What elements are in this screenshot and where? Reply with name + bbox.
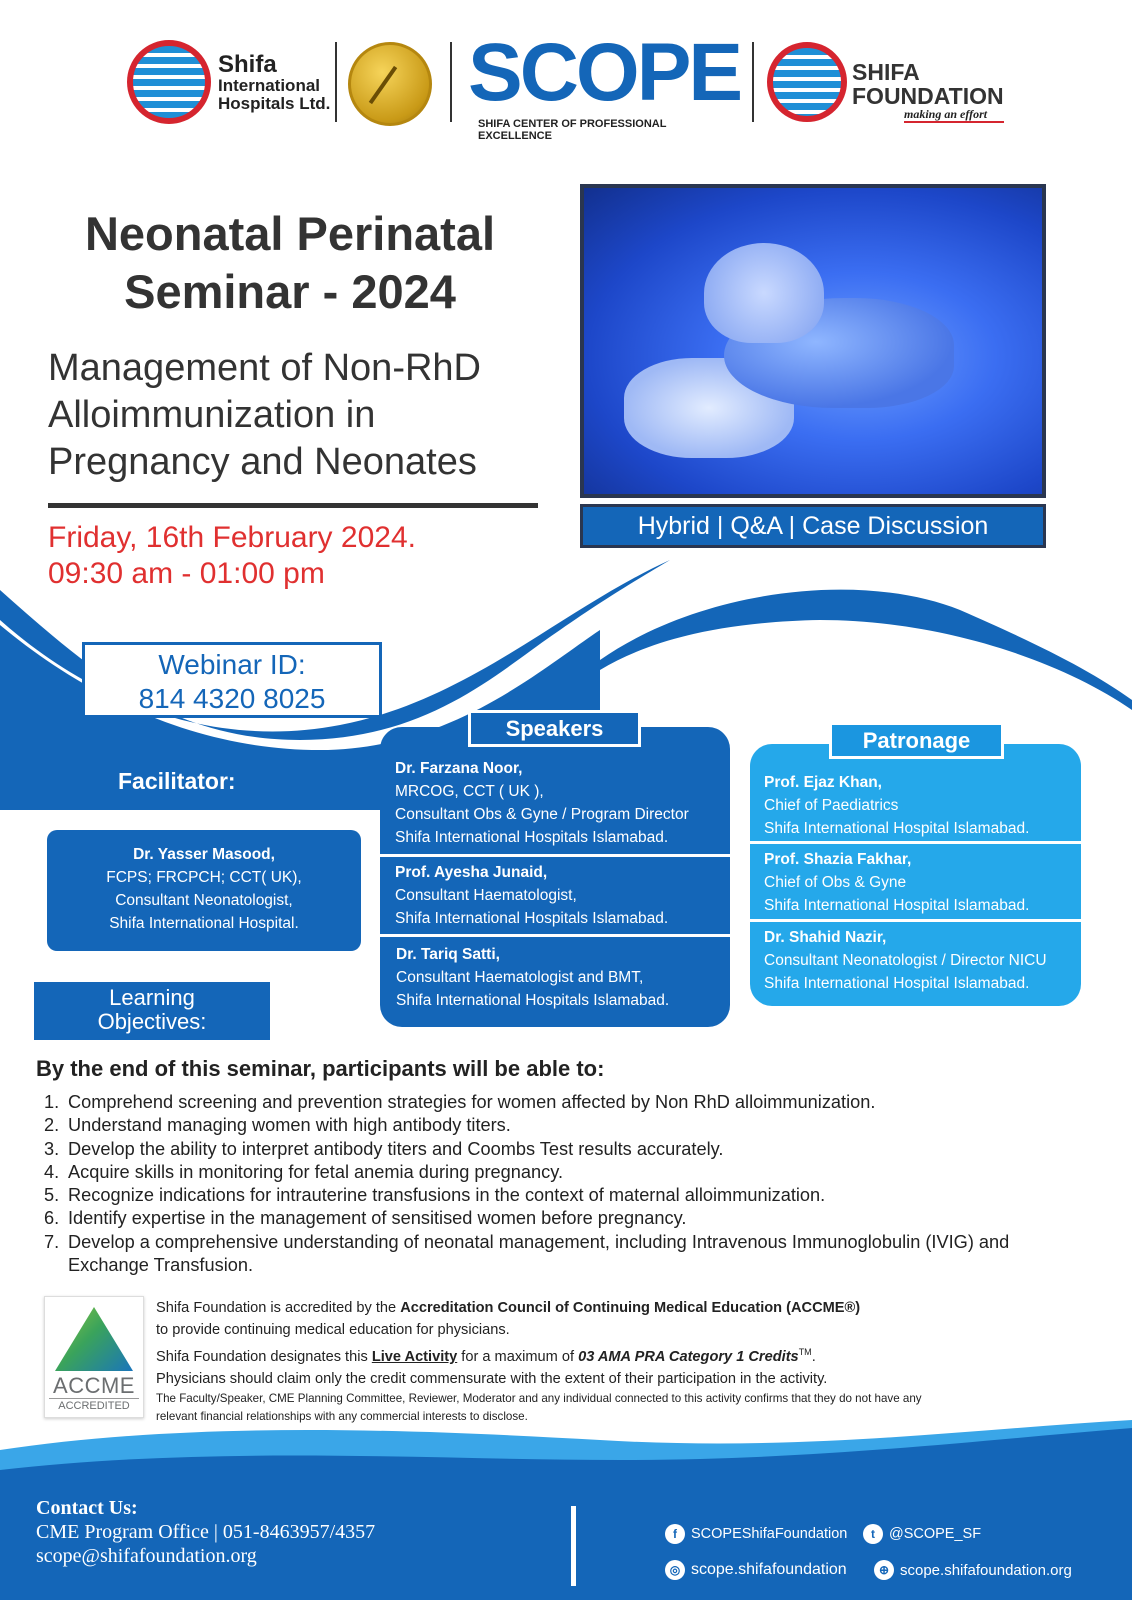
logo-separator — [335, 42, 337, 122]
speaker-entry — [380, 943, 730, 1012]
accreditation-statement — [156, 1297, 1096, 1426]
objective-number: 2. — [44, 1115, 60, 1136]
speaker-name: Dr. Farzana Noor, — [395, 760, 523, 777]
webinar-label: Webinar ID: — [158, 649, 306, 680]
speaker-divider — [380, 854, 730, 857]
facebook-handle: SCOPEShifaFoundation — [691, 1526, 848, 1542]
objective-text: Develop the ability to interpret antibody titers and Coombs Test results accurately. — [68, 1138, 724, 1159]
accreditation-line: Physicians should claim only the credit commensurate with the extent of their participation in the activity. — [156, 1370, 828, 1387]
instagram-handle: scope.shifafoundation — [691, 1561, 847, 1578]
patron-name: Prof. Ejaz Khan, — [764, 774, 882, 791]
scope-logo-word: SCOPE — [468, 27, 741, 118]
accme-logo-word: ACCME — [53, 1373, 135, 1398]
shifa-logo-line2: International — [218, 76, 321, 96]
footer-separator — [571, 1506, 576, 1586]
seminar-subtitle — [48, 345, 568, 486]
contact-email[interactable]: scope@shifafoundation.org — [36, 1545, 257, 1567]
shifa-hospital-logo-text — [218, 52, 330, 113]
contact-info — [36, 1496, 516, 1568]
accreditation-text: Shifa Foundation is accredited by the — [156, 1300, 401, 1316]
subtitle-line3: Pregnancy and Neonates — [48, 441, 477, 483]
objective-text: Identify expertise in the management of sensitised women before pregnancy. — [68, 1208, 687, 1229]
twitter-link[interactable] — [863, 1524, 981, 1544]
accreditation-text: Shifa Foundation designates this — [156, 1348, 372, 1365]
speakers-heading: Speakers — [468, 710, 641, 747]
patron-detail: Chief of Paediatrics — [764, 797, 899, 814]
live-activity-text: Live Activity — [371, 1348, 458, 1365]
accreditation-line — [156, 1297, 1096, 1319]
objective-text: Develop a comprehensive understanding of neonatal management, including Intravenous Immunoglobulin (IVIG) and Exchange Transfusion. — [68, 1231, 1010, 1276]
seminar-title — [40, 205, 540, 321]
objective-text: Acquire skills in monitoring for fetal anemia during pregnancy. — [68, 1161, 564, 1182]
objective-number: 5. — [44, 1185, 60, 1206]
facilitator-qualifications: FCPS; FRCPCH; CCT( UK), — [106, 869, 302, 886]
objective-text: Comprehend screening and prevention strategies for women affected by Non RhD alloimmunization. — [68, 1092, 876, 1112]
instagram-icon: ◎ — [665, 1560, 685, 1580]
disclosure-text: The Faculty/Speaker, CME Planning Committee, Reviewer, Moderator and any individual connected to this activity confirms that they do not have any relevant financial relationships with any commercial interests to disclose. — [156, 1391, 922, 1423]
objective-item — [44, 1161, 1114, 1184]
speaker-detail: Shifa International Hospitals Islamabad. — [396, 992, 670, 1009]
accreditation-text: for a maximum of — [457, 1348, 579, 1365]
facebook-icon: f — [665, 1524, 685, 1544]
patron-divider — [750, 841, 1081, 844]
foundation-line2: FOUNDATION — [852, 83, 1004, 110]
webinar-id-box — [82, 642, 382, 718]
patron-entry — [750, 848, 1081, 917]
patronage-heading: Patronage — [829, 722, 1004, 759]
shifa-foundation-logo-text — [852, 60, 1004, 123]
logo-separator — [450, 42, 452, 122]
contact-phone[interactable]: CME Program Office | 051-8463957/4357 — [36, 1521, 376, 1543]
patron-detail: Consultant Neonatologist / Director NICU — [764, 952, 1047, 969]
photo-cap-shape — [704, 243, 824, 343]
contact-heading: Contact Us: — [36, 1497, 138, 1519]
speaker-detail: Consultant Obs & Gyne / Program Director — [395, 806, 689, 823]
subtitle-line1: Management of Non-RhD — [48, 347, 481, 389]
speaker-detail: Consultant Haematologist, — [395, 887, 577, 904]
newborn-photo — [580, 184, 1046, 498]
trademark-mark: TM — [798, 1347, 812, 1357]
facilitator-card — [47, 830, 361, 951]
objective-item — [44, 1138, 1114, 1161]
patron-divider — [750, 919, 1081, 922]
event-date: Friday, 16th February 2024. — [48, 521, 416, 554]
speaker-name: Prof. Ayesha Junaid, — [395, 864, 548, 881]
facilitator-name: Dr. Yasser Masood, — [133, 846, 275, 863]
event-time: 09:30 am - 01:00 pm — [48, 557, 325, 590]
speaker-name: Dr. Tariq Satti, — [396, 946, 500, 963]
twitter-icon: t — [863, 1524, 883, 1544]
shifa-logo-line3: Hospitals Ltd. — [218, 94, 331, 114]
objective-text: Recognize indications for intrauterine transfusions in the context of maternal alloimmunization. — [68, 1185, 826, 1206]
accme-logo-sub: ACCREDITED — [49, 1398, 139, 1412]
title-line2: Seminar - 2024 — [124, 265, 456, 318]
webinar-id: 814 4320 8025 — [138, 683, 326, 714]
patron-detail: Shifa International Hospital Islamabad. — [764, 820, 1030, 837]
objectives-intro: By the end of this seminar, participants will be able to: — [36, 1056, 605, 1081]
speakers-card — [380, 727, 730, 1027]
accreditation-line: to provide continuing medical education for physicians. — [156, 1322, 510, 1338]
objective-number: 1. — [44, 1092, 60, 1112]
objective-number: 4. — [44, 1161, 60, 1182]
speaker-detail: MRCOG, CCT ( UK ), — [395, 783, 544, 800]
objective-number: 3. — [44, 1138, 60, 1159]
scope-logo — [468, 27, 741, 142]
objective-text: Understand managing women with high antibody titers. — [68, 1115, 511, 1136]
header-logos — [0, 27, 1132, 142]
foundation-line1: SHIFA — [852, 59, 920, 85]
shifa-foundation-globe-icon — [767, 42, 847, 122]
objective-item — [44, 1231, 1114, 1278]
accme-triangle-icon — [55, 1307, 133, 1371]
scope-tagline: SHIFA CENTER OF PROFESSIONAL EXCELLENCE — [478, 118, 667, 142]
accme-logo — [44, 1296, 144, 1418]
facebook-link[interactable] — [665, 1524, 847, 1544]
patron-detail: Shifa International Hospital Islamabad. — [764, 975, 1030, 992]
website-link[interactable] — [874, 1560, 1072, 1580]
speaker-divider — [380, 934, 730, 937]
foundation-tagline: making an effort — [904, 108, 1004, 123]
patron-entry — [750, 771, 1081, 840]
facilitator-heading: Facilitator: — [118, 768, 236, 794]
patron-entry — [750, 926, 1081, 995]
shifa-hospital-globe-icon — [127, 40, 211, 124]
patron-detail: Shifa International Hospital Islamabad. — [764, 897, 1030, 914]
facilitator-organization: Shifa International Hospital. — [109, 915, 299, 932]
globe-icon: ⊕ — [874, 1560, 894, 1580]
objectives-list — [44, 1091, 1114, 1277]
title-line1: Neonatal Perinatal — [84, 207, 496, 260]
title-divider — [48, 503, 538, 508]
accreditation-seal-icon — [348, 42, 432, 126]
accreditation-line — [156, 1341, 1096, 1368]
learning-objectives-heading — [34, 982, 270, 1040]
shifa-logo-line1: Shifa — [218, 51, 277, 78]
objective-item — [44, 1114, 1114, 1137]
accreditation-text: . — [811, 1348, 816, 1365]
event-format-banner: Hybrid | Q&A | Case Discussion — [580, 504, 1046, 548]
objective-item — [44, 1207, 1114, 1230]
patron-detail: Chief of Obs & Gyne — [764, 874, 907, 891]
subtitle-line2: Alloimmunization in — [48, 394, 376, 436]
twitter-handle: @SCOPE_SF — [889, 1526, 982, 1542]
speaker-entry — [380, 757, 730, 849]
speaker-entry — [380, 861, 730, 930]
accreditation-body-name: Accreditation Council of Continuing Medical Education (ACCME®) — [400, 1300, 861, 1316]
credits-text: 03 AMA PRA Category 1 Credits — [578, 1348, 799, 1365]
objectives-label-line2: Objectives: — [97, 1009, 207, 1034]
instagram-link[interactable] — [665, 1560, 847, 1580]
speaker-detail: Shifa International Hospitals Islamabad. — [395, 910, 669, 927]
website-url: scope.shifafoundation.org — [900, 1561, 1072, 1579]
patron-name: Dr. Shahid Nazir, — [764, 929, 887, 946]
objective-item — [44, 1184, 1114, 1207]
logo-separator — [752, 42, 754, 122]
facilitator-role: Consultant Neonatologist, — [115, 892, 293, 909]
speaker-detail: Consultant Haematologist and BMT, — [396, 969, 644, 986]
patron-name: Prof. Shazia Fakhar, — [764, 851, 912, 868]
objective-item — [44, 1091, 1114, 1114]
patronage-card — [750, 744, 1081, 1006]
speaker-detail: Shifa International Hospitals Islamabad. — [395, 829, 669, 846]
objective-number: 6. — [44, 1208, 60, 1229]
objectives-label-line1: Learning — [109, 985, 195, 1010]
objective-number: 7. — [44, 1231, 60, 1252]
